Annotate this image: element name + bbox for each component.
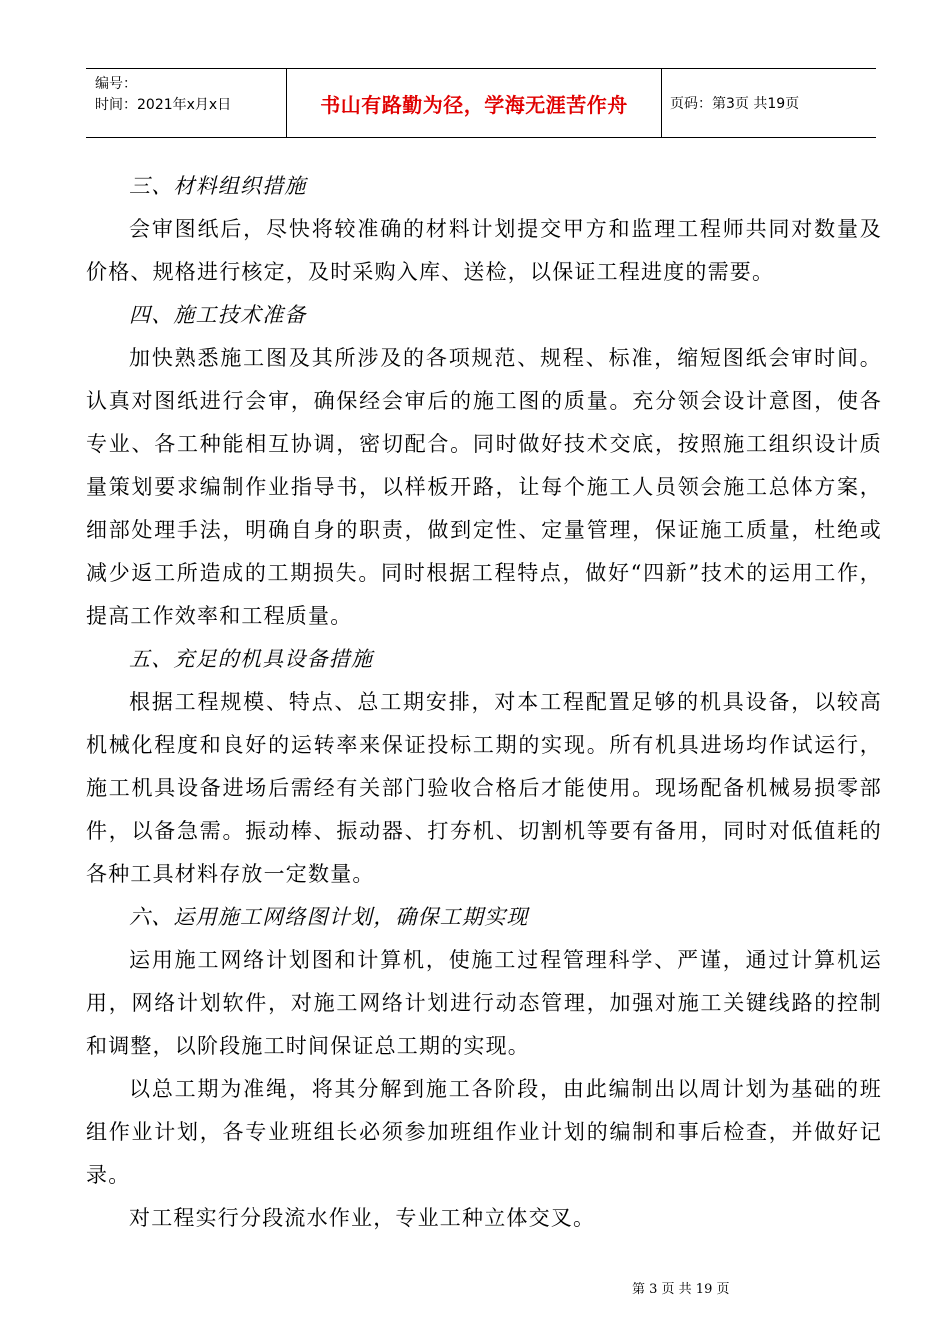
section-heading: 六、运用施工网络图计划，确保工期实现 <box>129 905 529 929</box>
body-paragraph: 运用施工网络计划图和计算机，使施工过程管理科学、严谨，通过计算机运用，网络计划软件，对施工网络计划进行动态管理，加强对施工关键线路的控制和调整，以阶段施工时间保证总工期的实现。 <box>86 948 882 1058</box>
page-footer: 第 3 页 共 19 页 <box>632 1282 730 1297</box>
header-motto: 书山有路勤为径，学海无涯苦作舟 <box>286 69 662 137</box>
section-heading: 四、施工技术准备 <box>129 303 307 327</box>
body-paragraph: 加快熟悉施工图及其所涉及的各项规范、规程、标准，缩短图纸会审时间。认真对图纸进行会审，确保经会审后的施工图的质量。充分领会设计意图，使各专业、各工种能相互协调，密切配合。同时做好技术交底，按照施工组织设计质量策划要求编制作业指导书，以样板开路，让每个施工人员领会施工总体方案，细部处理手法，明确自身的职责，做到定性、定量管理，保证施工质量，杜绝或减少返工所造成的工期损失。同时根据工程特点，做好“四新”技术的运用工作，提高工作效率和工程质量。 <box>86 346 882 628</box>
header-meta <box>86 69 286 137</box>
body-paragraph: 会审图纸后，尽快将较准确的材料计划提交甲方和监理工程师共同对数量及价格、规格进行核定，及时采购入库、送检，以保证工程进度的需要。 <box>86 217 882 284</box>
section-heading: 三、材料组织措施 <box>129 174 307 198</box>
page-header <box>86 68 876 138</box>
body-paragraph: 对工程实行分段流水作业，专业工种立体交叉。 <box>129 1206 596 1230</box>
header-page-info: 页码：第3页 共19页 <box>670 96 800 112</box>
number-label: 编号： <box>95 76 137 92</box>
body-paragraph: 以总工期为准绳，将其分解到施工各阶段，由此编制出以周计划为基础的班组作业计划，各专业班组长必须参加班组作业计划的编制和事后检查，并做好记录。 <box>86 1077 882 1187</box>
section-heading: 五、充足的机具设备措施 <box>129 647 374 671</box>
body-paragraph: 根据工程规模、特点、总工期安排，对本工程配置足够的机具设备，以较高机械化程度和良好的运转率来保证投标工期的实现。所有机具进场均作试运行，施工机具设备进场后需经有关部门验收合格后才能使用。现场配备机械易损零部件，以备急需。振动棒、振动器、打夯机、切割机等要有备用，同时对低值耗的各种工具材料存放一定数量。 <box>86 690 882 886</box>
document-body <box>86 165 882 1240</box>
date-label: 时间：2021年x月x日 <box>95 97 232 113</box>
